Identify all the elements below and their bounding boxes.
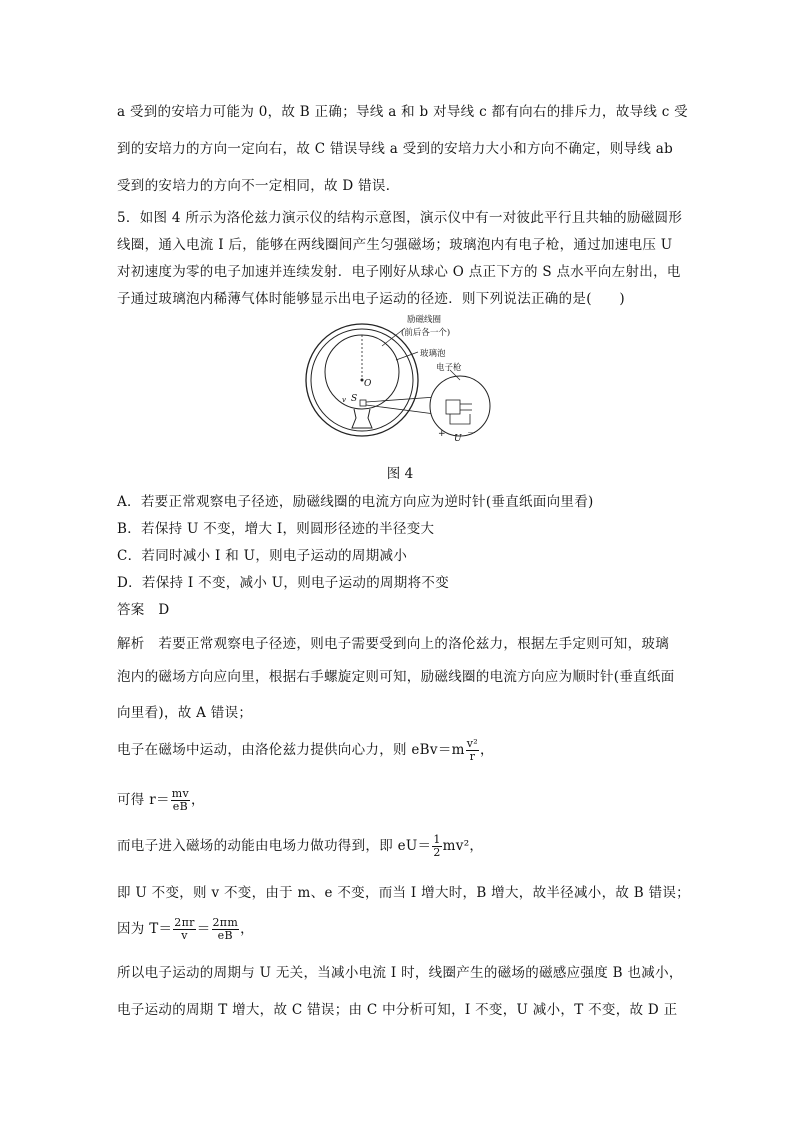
analysis-line-4	[117, 738, 682, 763]
fraction-mv-over-eb	[171, 788, 190, 813]
option-a: A．若要正常观察电子径迹，励磁线圈的电流方向应为逆时针(垂直纸面向里看)	[117, 494, 594, 510]
o-label: O	[364, 379, 372, 389]
analysis-line-8-end: ，	[240, 921, 254, 937]
prev-answer-line-3: 受到的安培力的方向不一定相同，故 D 错误．	[117, 178, 400, 194]
fraction-denominator: eB	[217, 929, 233, 942]
s-label: S	[351, 394, 358, 404]
analysis-line-2: 泡内的磁场方向应向里，根据右手螺旋定则可知，励磁线圈的电流方向应为顺时针(垂直纸面	[117, 669, 675, 685]
equals-sign: ＝	[196, 921, 211, 937]
figure-caption: 图 4	[386, 466, 414, 482]
u-label: U	[454, 434, 462, 444]
v-label: v	[342, 396, 346, 404]
electron-gun-label: 电子枪	[436, 363, 462, 373]
question-line-3: 对初速度为零的电子加速并连续发射．电子刚好从球心 O 点正下方的 S 点水平向左射出，电	[117, 264, 681, 280]
analysis-line-4-text: 电子在磁场中运动，由洛伦兹力提供向心力，则 eBv＝m	[117, 742, 465, 758]
analysis-line-5	[117, 788, 682, 813]
option-d: D．若保持 I 不变，减小 U，则电子运动的周期将不变	[117, 575, 450, 591]
question-line-4: 子通过玻璃泡内稀薄气体时能够显示出电子运动的径迹．则下列说法正确的是( )	[117, 291, 625, 307]
analysis-line-7: 即 U 不变，则 v 不变，由于 m、e 不变，而当 I 增大时，B 增大，故半径减小，故 B 错误；	[117, 885, 690, 901]
analysis-line-6-end: mv²，	[442, 838, 484, 854]
fraction-v2-over-r	[466, 738, 479, 763]
analysis-line-5-end: ，	[191, 792, 205, 808]
fraction-numerator: mv	[171, 787, 189, 800]
bulb-neck	[352, 409, 372, 428]
option-c: C．若同时减小 I 和 U，则电子运动的周期减小	[117, 548, 408, 564]
fraction-2pim-over-eb	[212, 917, 240, 942]
fraction-2pir-over-v	[173, 917, 195, 942]
analysis-line-1: 解析 若要正常观察电子径迹，则电子需要受到向上的洛伦兹力，根据左手定则可知，玻璃	[117, 636, 669, 652]
analysis-line-8-text: 因为 T＝	[117, 921, 173, 937]
analysis-line-8	[117, 917, 682, 942]
analysis-line-9: 所以电子运动的周期与 U 无关，当减小电流 I 时，线圈产生的磁场的磁感应强度 B 也减小，	[117, 965, 683, 981]
fraction-denominator: v	[181, 929, 188, 942]
lorentz-apparatus-diagram	[300, 310, 500, 450]
fraction-denominator: eB	[172, 800, 188, 813]
analysis-line-10: 电子运动的周期 T 增大，故 C 错误；由 C 中分析可知，I 不变，U 减小，T 不变，故 D 正	[117, 1002, 678, 1018]
analysis-line-4-end: ，	[479, 742, 494, 758]
minus-label: －	[467, 429, 477, 439]
coil-label-note: (前后各一个)	[401, 328, 451, 338]
bulb-label: 玻璃泡	[420, 349, 446, 359]
bulb-label-leader	[396, 352, 418, 360]
fraction-one-half	[432, 834, 441, 859]
fraction-denominator: r	[469, 750, 476, 763]
analysis-line-3: 向里看)，故 A 错误；	[117, 705, 253, 721]
prev-answer-line-2: 到的安培力的方向一定向右，故 C 错误导线 a 受到的安培力大小和方向不确定，则导线 ab	[117, 141, 674, 157]
question-line-1: 5．如图 4 所示为洛伦兹力演示仪的结构示意图，演示仪中有一对彼此平行且共轴的励磁圆形	[117, 210, 683, 226]
electron-gun-box	[360, 400, 366, 406]
coil-label: 励磁线圈	[407, 315, 442, 325]
analysis-line-5-text: 可得 r＝	[117, 792, 170, 808]
fraction-numerator: 2πm	[212, 916, 239, 929]
answer-line: 答案 D	[117, 602, 170, 618]
analysis-line-6	[117, 834, 682, 859]
question-line-2: 线圈，通入电流 I 后，能够在两线圈间产生匀强磁场；玻璃泡内有电子枪，通过加速电压 U	[117, 237, 673, 253]
fraction-denominator: 2	[433, 846, 441, 859]
prev-answer-line-1: a 受到的安培力可能为 0，故 B 正确；导线 a 和 b 对导线 c 都有向右的排斥力，故导线 c 受	[117, 104, 688, 120]
fraction-numerator: 1	[433, 833, 441, 846]
fraction-numerator: 2πr	[174, 916, 195, 929]
plus-label: +	[438, 429, 446, 439]
analysis-line-6-text: 而电子进入磁场的动能由电场力做功得到，即 eU＝	[117, 838, 432, 854]
option-b: B．若保持 U 不变，增大 I，则圆形径迹的半径变大	[117, 521, 435, 537]
fraction-numerator: v²	[466, 737, 478, 750]
